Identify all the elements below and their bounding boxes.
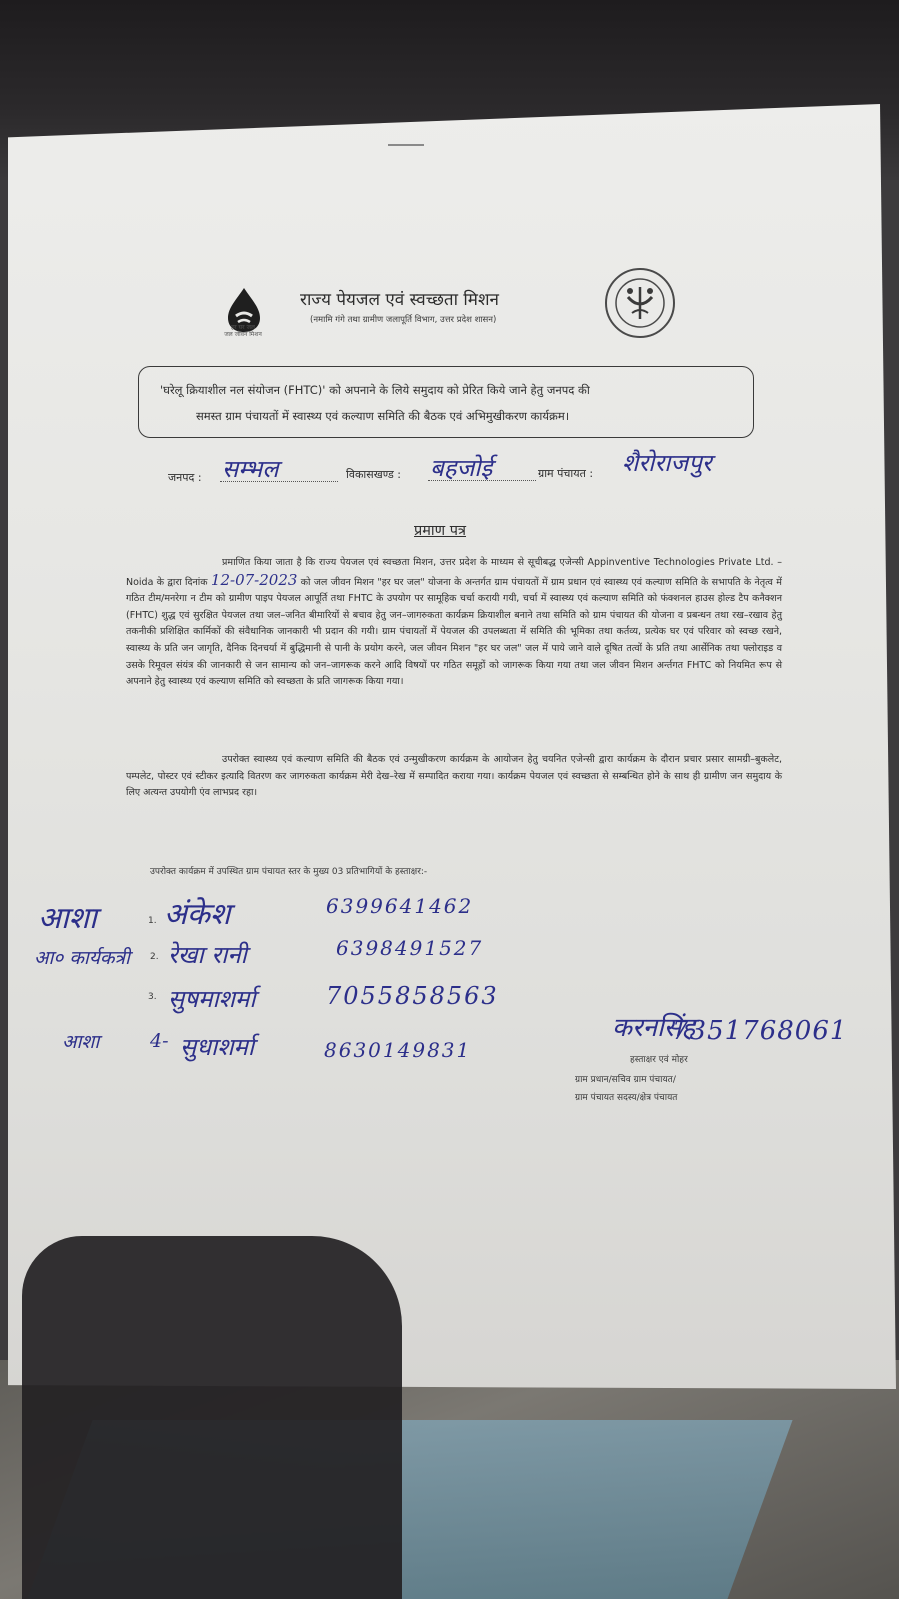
panchayat-value: शैरोराजपुर (622, 449, 712, 477)
logo-left-caption: हर घर जल जल जीवन मिशन (224, 324, 262, 338)
page-title: राज्य पेयजल एवं स्वच्छता मिशन (300, 290, 499, 310)
hand-shadow (22, 1236, 402, 1599)
row3-name: सुषमाशर्मा (168, 985, 256, 1013)
district-value: सम्भल (222, 455, 279, 483)
row3-phone: 7055858563 (326, 982, 499, 1010)
fold-mark (388, 144, 424, 146)
certificate-title: प्रमाण पत्र (414, 523, 467, 539)
row2-role: आ० कार्यकत्री (34, 947, 130, 969)
pradhan-phone: 7351768061 (672, 1016, 848, 1046)
row1-role: आशा (38, 901, 97, 936)
block-value: बहजोई (430, 454, 493, 482)
up-government-seal-icon (604, 267, 676, 339)
stamp-line-3: ग्राम पंचायत सदस्य/क्षेत्र पंचायत (575, 1093, 678, 1103)
stamp-line-2: ग्राम प्रधान/सचिव ग्राम पंचायत/ (575, 1075, 676, 1085)
page-subtitle: (नमामि गंगे तथा ग्रामीण जलापूर्ति विभाग, उत्तर प्रदेश शासन) (310, 315, 497, 325)
row1-number: 1. (148, 916, 157, 926)
certificate-paragraph-2 (126, 752, 782, 802)
certificate-paragraph-1 (126, 555, 782, 691)
row2-number: 2. (150, 952, 159, 962)
panchayat-label: ग्राम पंचायत : (538, 467, 594, 480)
para1-part-b: को जल जीवन मिशन "हर घर जल" योजना के अन्तर्गत ग्राम पंचायतों में ग्राम प्रधान एवं स्वास्थ्य एवं कल्याण समिति के सभापति के नेतृत्व में गठित टीम/मनरेगा न टीम को ग्रामीण पाइप पेयजल आपूर्ति तथा FHTC के उपयोग पर सामूहिक चर्चा करायी गयी, चर्चा में स्वास्थ्य एवं कल्याण समिति को फंक्शनल हाउस होल्ड टैप कनैक्शन (FHTC) शुद्ध एवं सुरक्षित पेयजल तथा जल–जनित बीमारियों से बचाव हेतु जन–जागरुकता कार्यक्रम क्रियाशील बनाने तथा समिति को ग्राम पंचायत की योजना व प्रबन्धन तथा रख–रखाव हेतु तकनीकी प्रशिक्षित कार्मिकों की संवैधानिक जानकारी भी प्रदान की गयी। ग्राम पंचायतों में पेयजल की उपलब्धता में समिति की भूमिका तथा कर्तव्य, प्रत्येक घर एवं परिवार को स्वच्छ रखने, स्वास्थ्य के प्रति जन जागृति, दैनिक दिनचर्या में बुद्धिमानी से पानी के प्रयोग करने, जल जीवन मिशन "हर घर जल" जल में पाये जाने वाले दूषित तत्वों के प्रति तथा आर्सेनिक तथा फ्लोराइड व उसके रिमूवल संयंत्र की जानकारी से जन सामान्य को जन–जागरूक करने आदि विषयों पर गठित समूहों को जागरूक किया गया तथा जल जीवन मिशन अर्न्तगत FHTC को नियमित रूप से अपनाने हेतु स्वास्थ्य एवं कल्याण समिति को स्वच्छता के प्रति जागरूक किया गया। (126, 576, 782, 688)
stamp-label: हस्ताक्षर एवं मोहर (630, 1055, 688, 1065)
program-banner (138, 366, 754, 438)
row3-number: 3. (148, 992, 157, 1002)
row4-role: आशा (62, 1031, 100, 1053)
district-label: जनपद : (168, 471, 202, 484)
row4-number: 4- (150, 1030, 169, 1052)
banner-line-2: समस्त ग्राम पंचायतों में स्वास्थ्य एवं कल्याण समिति की बैठक एवं अभिमुखीकरण कार्यक्रम। (196, 409, 570, 423)
row2-phone: 6398491527 (336, 936, 484, 960)
para2-text: उपरोक्त स्वास्थ्य एवं कल्याण समिति की बैठक एवं उन्मुखीकरण कार्यक्रम के आयोजन हेतु चयनित एजेन्सी द्वारा कार्यक्रम के दौरान प्रचार प्रसार सामग्री–बुकलेट, पम्पलेट, पोस्टर एवं स्टीकर इत्यादि वितरण कर जागरुकता कार्यक्रम मेरी देख–रेख में सम्पादित कराया गया। कार्यक्रम पेयजल एवं स्वच्छता से सम्बन्धित होने के साथ ही ग्रामीण जन समुदाय के लिए अत्यन्त उपयोगी एंव लाभप्रद रहा। (126, 754, 782, 799)
banner-line-1: 'घरेलू क्रियाशील नल संयोजन (FHTC)' को अपनाने के लिये समुदाय को प्रेरित किये जाने हेतु जनपद की (160, 383, 590, 397)
row4-name: सुधाशर्मा (180, 1033, 255, 1061)
handwritten-date: 12-07-2023 (210, 570, 298, 589)
row2-name: रेखा रानी (168, 941, 247, 969)
para1-part-a: प्रमाणित किया जाता है कि राज्य पेयजल एवं स्वच्छता मिशन, उत्तर प्रदेश के माध्यम से सूचीबद्ध एजेन्सी Appinventive Technologies Private Ltd. – Noida के द्वारा दिनांक (126, 557, 782, 588)
signatures-intro: उपरोक्त कार्यक्रम में उपस्थित ग्राम पंचायत स्तर के मुख्य 03 प्रतिभागियों के हस्ताक्षर:- (150, 867, 428, 877)
row4-phone: 8630149831 (324, 1038, 472, 1062)
row1-name: अंकेश (164, 897, 231, 932)
pradhan-signature: करनसिंह (612, 1013, 696, 1043)
row1-phone: 6399641462 (326, 894, 474, 918)
block-label: विकासखण्ड : (346, 468, 402, 481)
